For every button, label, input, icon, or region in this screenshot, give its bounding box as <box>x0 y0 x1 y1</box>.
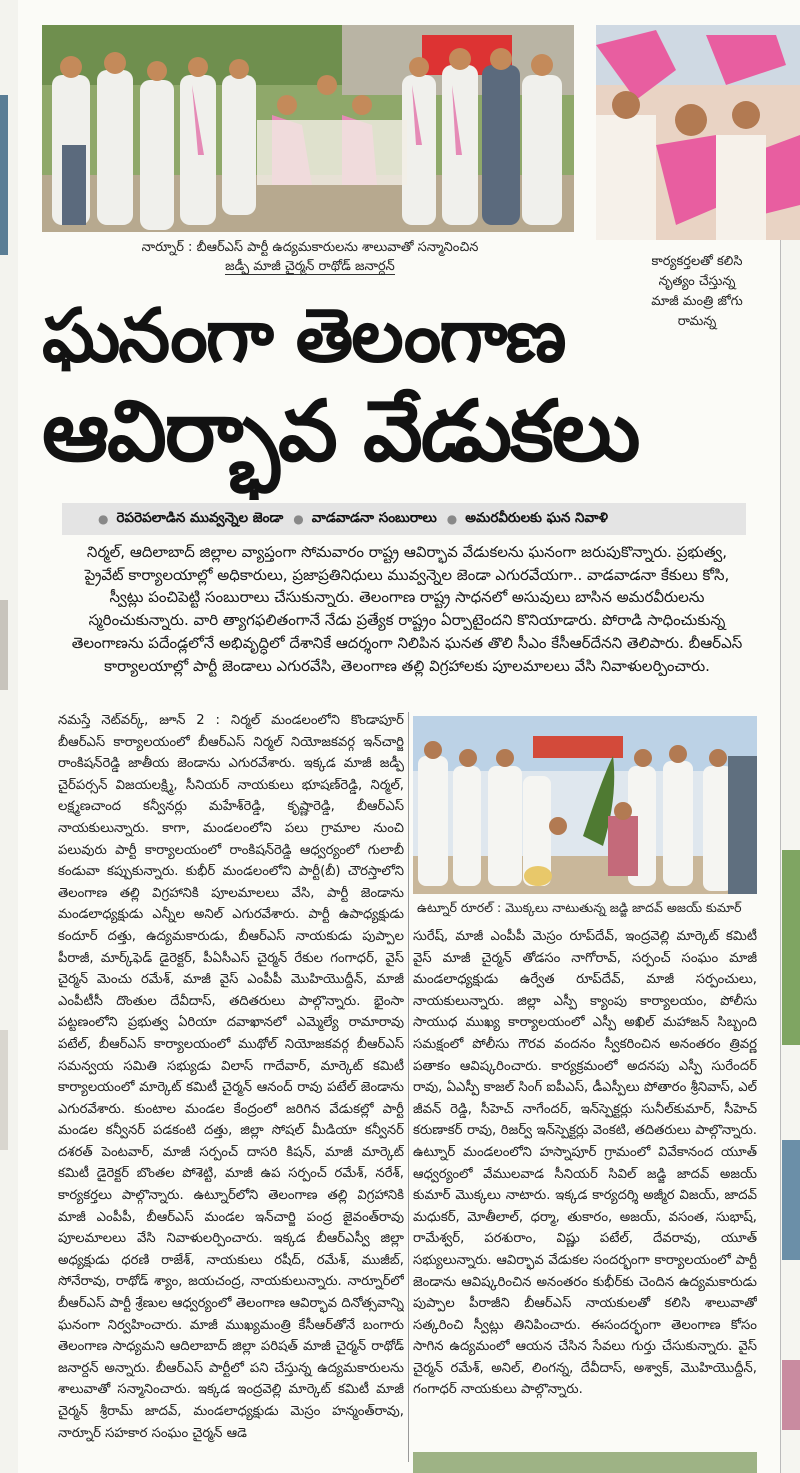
subhead-2: వాడవాడనా సంబురాలు <box>311 509 437 526</box>
photo-felicitation <box>42 25 574 232</box>
bullet-icon: ● <box>98 512 109 526</box>
column-divider <box>408 712 409 1462</box>
headline-line-2: ఆవిర్భావ వేడుకలు <box>42 382 639 480</box>
photo-planting <box>413 716 757 894</box>
caption-planting: ఉట్నూర్ రూరల్ : మొక్కలు నాటుతున్న జడ్జి జాదవ్ అజయ్ కుమార్ <box>417 900 742 915</box>
caption-dance <box>618 252 776 332</box>
bullet-icon: ● <box>293 512 304 526</box>
caption-dance-line-1: కార్యకర్తలతో కలిసి <box>651 254 743 269</box>
caption-dance-line-2: నృత్యం చేస్తున్న <box>658 274 736 289</box>
right-edge-photo-2 <box>782 1140 800 1260</box>
lead-paragraph: నిర్మల్, ఆదిలాబాద్ జిల్లాల వ్యాప్తంగా సోమవారం రాష్ట్ర ఆవిర్భావ వేడుకలను ఘనంగా జరుపుకొన్నారు. ప్రభుత్వ, ప్రైవేట్ కార్యాలయాల్లో అధికారులు, ప్రజాప్రతినిధులు మువ్వన్నెల జెండా ఎగురవేయగా.. వాడవాడనా కేకులు కోసి, స్వీట్లు పంచిపెట్టి సంబురాలు చేసుకున్నారు. తెలంగాణ రాష్ట్ర సాధనలో అసువులు బాసిన అమరవీరులను స్మరించుకున్నారు. వారి త్యాగఫలితంగానే నేడు ప్రత్యేక రాష్ట్రం ఏర్పాటైందని కొనియాడారు. పోరాడి సాధించుకున్న తెలంగాణను పదేండ్లలోనే అభివృద్ధిలో దేశానికే ఆదర్శంగా నిలిపిన ఘనత తొలి సీఎం కేసీఆర్‌దేనని తెలిపారు. బీఆర్ఎస్ కార్యాలయాల్లో పార్టీ జెండాలు ఎగురవేసి, తెలంగాణ తల్లి విగ్రహాలకు పూలమాలలు వేసి నివాళులర్పించారు. <box>71 543 743 675</box>
right-edge-photo-1 <box>782 850 800 1045</box>
subhead-1: రెపరెపలాడిన మువ్వన్నెల జెండా <box>116 509 284 526</box>
body-column-1: నమస్తే నెట్‌వర్క్, జూన్ 2 : నిర్మల్ మండలంలోని కొండాపూర్ బీఆర్ఎస్ కార్యాలయంలో బీఆర్ఎస్ నిర్మల్ నియోజకవర్గ ఇన్‌చార్జి రాంకిషన్‌రెడ్డి జాతీయ జెండాను ఎగురవేశారు. ఇక్కడ మాజీ జడ్పీ చైర్‌పర్సన్ విజయలక్ష్మి, సీనియర్ నాయకులు భూషణ్‌రెడ్డి, నిర్మల్, లక్ష్మణచాంద కన్వీనర్లు మహేశ్‌రెడ్డి, కృష్ణారెడ్డి, బీఆర్ఎస్ నాయకులున్నారు. కాగా, మండలంలోని పలు గ్రామాల నుంచి పలువురు పార్టీ కార్యాలయంలో రాంకిషన్‌రెడ్డి ఆధ్వర్యంలో గులాబీ కండువా కప్పుకున్నారు. కుభీర్ మండలంలోని పార్టీ(బీ) చౌరస్తాలోని తెలంగాణ తల్లి విగ్రహానికి పూలమాలలు వేసి, పార్టీ జెండాను మండలాధ్యక్షుడు ఎన్నీల అనిల్ ఎగురవేశారు. పార్టీ ఉపాధ్యక్షుడు కందూర్ దత్తు, ఉద్యమకారుడు, బీఆర్ఎస్ నాయకుడు పుప్పాల పీరాజీ, మార్క్‌ఫెడ్ డైరెక్టర్, పీఏసీఎస్ చైర్మన్ రేకుల గంగాధర్, వైస్ చైర్మన్ మెంచు రమేశ్, మాజీ వైస్ ఎంపీపీ మొహియొద్దీన్, మాజీ ఎంపీటీసీ దొంతుల దేవీదాస్, తదితరులు పాల్గొన్నారు. భైంసా పట్టణంలోని ప్రభుత్వ ఏరియా దవాఖానలో ఎమ్మెల్యే రామారావు పటేల్, బీఆర్ఎస్ కార్యాలయంలో ముథోల్ నియోజకవర్గ బీఆర్ఎస్ సమన్వయ సమితి సభ్యుడు విలాస్ గాదేవార్, మార్కెట్ కమిటీ కార్యాలయంలో మార్కెట్ కమిటీ చైర్మన్ ఆనంద్ రావు పటేల్ జెండాను ఎగురవేశారు. కుంటాల మండల కేంద్రంలో జరిగిన వేడుకల్లో పార్టీ మండల కన్వీనర్ పడకంటి దత్తు, జిల్లా సోషల్ మీడియా కన్వీనర్ దశరత్ పెంటవార్, మాజీ సర్పంచ్ దాసరి కిషన్, మాజీ మార్కెట్ కమిటీ డైరెక్టర్ బొంతల పోశెట్టి, మాజీ ఉప సర్పంచ్ రమేశ్, నరేశ్, కార్యకర్తలు పాల్గొన్నారు. ఉట్నూర్‌లోని తెలంగాణ తల్లి విగ్రహానికి మాజీ ఎంపీపీ, బీఆర్ఎస్ మండల ఇన్‌చార్జి పంద్ర జైవంత్‌రావు పూలమాలలు వేసి నివాళులర్పించారు. ఇక్కడ బీఆర్ఎస్వీ జిల్లా అధ్యక్షుడు ధరణి రాజేశ్, నాయకులు రషీద్, రమేశ్, ముజీబ్, సోనేరావు, రాథోడ్ శ్యాం, జయచంద్ర, నాయకులున్నారు. నార్నూర్‌లో బీఆర్ఎస్ పార్టీ శ్రేణుల ఆధ్వర్యంలో తెలంగాణ ఆవిర్భావ దినోత్సవాన్ని ఘనంగా నిర్వహించారు. మాజీ ముఖ్యమంత్రి కేసీఆర్‌తోనే బంగారు తెలంగాణ సాధ్యమని ఆదిలాబాద్ జిల్లా పరిషత్ మాజీ చైర్మన్ రాథోడ్ జనార్దన్ అన్నారు. బీఆర్ఎస్ పార్టీలో పని చేస్తున్న ఉద్యమకారులను శాలువాతో సన్మానించారు. ఇక్కడ ఇంద్రవెల్లి మార్కెట్ కమిటీ మాజీ చైర్మన్ శ్రీరామ్ జాదవ్, మండలాధ్యక్షుడు మెస్రం హన్మంత్‌రావు, నార్నూర్ సహకార సంఘం చైర్మన్ ఆడె <box>58 713 404 1441</box>
caption-line-1: నార్నూర్ : బీఆర్ఎస్ పార్టీ ఉద్యమకారులను శాలువాతో సన్మానించిన <box>141 240 479 255</box>
caption-dance-line-3: మాజీ మంత్రి జోగు <box>651 294 743 309</box>
caption-line-2: జడ్పీ మాజీ చైర్మన్ రాథోడ్ జనార్దన్ <box>225 259 395 274</box>
body-column-2: సురేష్, మాజీ ఎంపీపీ మెస్రం రూప్‌దేవ్, ఇంద్రవెల్లి మార్కెట్ కమిటీ వైస్ మాజీ చైర్మన్ తోడసం నాగోరావ్, సర్పంచ్ సంఘం మాజీ మండలాధ్యక్షుడు ఉర్వేత రూప్‌దేవ్, మాజీ సర్పంచులు, నాయకులున్నారు. జిల్లా ఎస్పీ క్యాంపు కార్యాలయం, పోలీసు సాయుధ ముఖ్య కార్యాలయంలో ఎస్పీ అఖిల్ మహాజన్ సిబ్బంది సమక్షంలో పోలీసు గౌరవ వందనం స్వీకరించిన అనంతరం త్రివర్ణ పతాకం ఆవిష్కరించారు. కార్యక్రమంలో అదనపు ఎస్పీ సురేందర్ రావు, ఏఎస్పీ కాజల్ సింగ్ ఐపీఎస్, డీఎస్పీలు పోతారం శ్రీనివాస్, ఎల్ జీవన్ రెడ్డి, సీహెచ్ నాగేందర్, ఇన్‌స్పెక్టర్లు సునీల్‌కుమార్, సీహెచ్ కరుణాకర్ రావు, రిజర్వ్ ఇన్‌స్పెక్టర్లు వెంకటి, తదితరులు పాల్గొన్నారు. ఉట్నూర్ మండలంలోని హస్నాపూర్ గ్రామంలో వివేకానంద యూత్ ఆధ్వర్యంలో వేములవాడ సీనియర్ సివిల్ జడ్జి జాదవ్ అజయ్ కుమార్ మొక్కలు నాటారు. ఇక్కడ కార్యదర్శి అజ్మీర విజయ్, జాదవ్ మధుకర్, మోతీలాల్, ధర్మా, తుకారం, అజయ్, వసంత, సుభాష్, రామేశ్వర్, పరశురాం, విష్ణు పటేల్, దేవరావు, యూత్ సభ్యులున్నారు. ఆవిర్భావ వేడుకల సందర్భంగా కార్యాలయంలో పార్టీ జెండాను ఆవిష్కరించిన అనంతరం కుభీర్‌కు చెందిన ఉద్యమకారుడు పుప్పాల పీరాజీని బీఆర్ఎస్ నాయకులతో కలిసి శాలువాతో సత్కరించి స్వీట్లు తినిపించారు. ఈసందర్భంగా తెలంగాణ కోసం సాగిన ఉద్యమంలో ఆయన చేసిన సేవలు గుర్తు చేసుకున్నారు. వైస్ చైర్మన్ రమేశ్, అనిల్, లింగన్న, దేవీదాస్, అశ్వాక్, మొహియొద్దీన్, గంగాధర్ నాయకులు పాల్గొన్నారు. <box>413 929 757 1398</box>
subhead-3: అమరవీరులకు ఘన నివాళి <box>465 509 608 526</box>
bullet-icon: ● <box>446 512 458 526</box>
left-edge-photo-mid <box>0 600 8 690</box>
right-edge-photo-3 <box>782 1360 800 1430</box>
subheads-bar <box>62 503 746 535</box>
caption-felicitation <box>60 238 560 276</box>
left-edge-photo-low <box>0 1030 8 1150</box>
photo-bottom-partial <box>413 1452 757 1473</box>
caption-line-2-wrap <box>60 257 560 276</box>
headline-line-1: ఘనంగా తెలంగాణ <box>42 293 565 379</box>
caption-dance-line-4: రామన్న <box>677 314 717 329</box>
photo-dance <box>596 25 800 240</box>
left-edge-photo-top <box>0 95 8 255</box>
